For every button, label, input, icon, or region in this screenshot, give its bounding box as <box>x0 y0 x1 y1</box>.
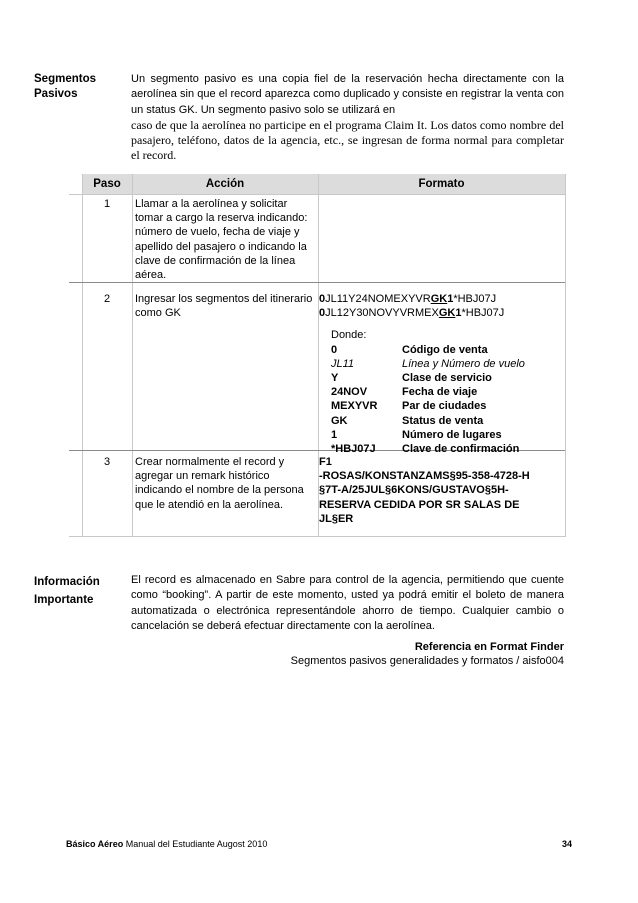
legend-row: GK Status de venta <box>331 414 484 427</box>
step-action: Ingresar los segmentos del itinerario como GK <box>135 293 313 320</box>
format-entry-line: RESERVA CEDIDA POR SR SALAS DE <box>319 498 520 511</box>
footer-manual: Manual del Estudiante Augost 2010 <box>125 839 268 849</box>
step-action: Crear normalmente el record y agregar un remark histórico indicando el nombre de la persona que le atendió en la aerolínea. <box>135 456 304 511</box>
segmentos-description <box>131 72 564 164</box>
donde-label: Donde: <box>331 329 367 342</box>
step-format <box>319 292 563 456</box>
step-format <box>319 455 563 526</box>
step-number: 1 <box>103 198 111 210</box>
label-line1: Segmentos <box>34 73 96 85</box>
reference-subtitle: Segmentos pasivos generalidades y formatos / aisfo004 <box>290 655 564 667</box>
section-label-segmentos <box>34 72 96 102</box>
step-action: Llamar a la aerolínea y solicitar tomar a cargo la reserva indicando: número de vuelo, fecha de viaje y apellido del pasajero o indicando la clave de confirmación de la línea aérea. <box>135 198 308 282</box>
col-divider <box>82 174 83 536</box>
legend-row: 0 Código de venta <box>331 343 488 356</box>
format-legend <box>319 328 563 456</box>
row-divider <box>69 194 565 195</box>
label-line1: Información <box>34 576 100 588</box>
format-entry-line: JL§ER <box>319 512 354 525</box>
label-line2: Pasivos <box>34 88 78 100</box>
footer-course: Básico Aéreo <box>66 839 124 849</box>
legend-row: 24NOV Fecha de viaje <box>331 386 478 399</box>
reference-block <box>291 640 564 668</box>
format-entry-line: 0JL11Y24NOMEXYVRGK1*HBJ07J <box>319 293 497 305</box>
format-entry-line: F1 <box>319 456 332 468</box>
legend-row: Y Clase de servicio <box>331 372 492 385</box>
segmentos-para2: caso de que la aerolínea no participe en el programa Claim It. Los datos como nombre del pasajero, teléfono, datos de la agencia, etc., se ingresan de forma normal para completar el record. <box>131 117 564 163</box>
legend-row: *HBJ07J Clave de confirmación <box>331 443 520 456</box>
header-accion: Acción <box>132 174 318 194</box>
segmentos-para1: Un segmento pasivo es una copia fiel de la reservación hecha directamente con la aerolínea sin que el record aparezca como duplicado y consiste en registrar la venta con un status GK. Un segmento pasivo solo se utilizará en <box>131 73 564 116</box>
label-line2: Importante <box>34 594 94 606</box>
header-formato: Formato <box>318 174 565 194</box>
section-label-informacion <box>34 573 100 609</box>
footer-left <box>66 839 267 849</box>
reference-title: Referencia en Format Finder <box>414 641 564 653</box>
legend-row: 1 Número de lugares <box>331 428 502 441</box>
page-number: 34 <box>561 839 572 849</box>
informacion-paragraph: El record es almacenado en Sabre para control de la agencia, permitiendo que cuente como “booking”. A partir de este momento, usted ya podrá emitir el boleto de manera automatizada o electrónica representándole ahorro de tiempo. Cualquier cambio o cancelación se deberá efectuar directamente con la aerolínea. <box>131 574 564 632</box>
legend-row: MEXYVR Par de ciudades <box>331 400 487 413</box>
format-entry-line: 0JL12Y30NOVYVRMEXGK1*HBJ07J <box>319 307 505 320</box>
header-paso: Paso <box>82 174 132 194</box>
steps-table <box>69 174 566 537</box>
col-divider <box>132 174 133 536</box>
format-entry-line: -ROSAS/KONSTANZAMS§95-358-4728-H <box>319 470 530 483</box>
informacion-text <box>131 573 564 634</box>
step-number: 3 <box>103 456 111 468</box>
format-entry-line: §7T-A/25JUL§6KONS/GUSTAVO§5H- <box>319 484 509 497</box>
step-number: 2 <box>103 293 111 305</box>
page-footer <box>66 839 572 849</box>
legend-row: JL11 Línea y Número de vuelo <box>331 357 525 370</box>
